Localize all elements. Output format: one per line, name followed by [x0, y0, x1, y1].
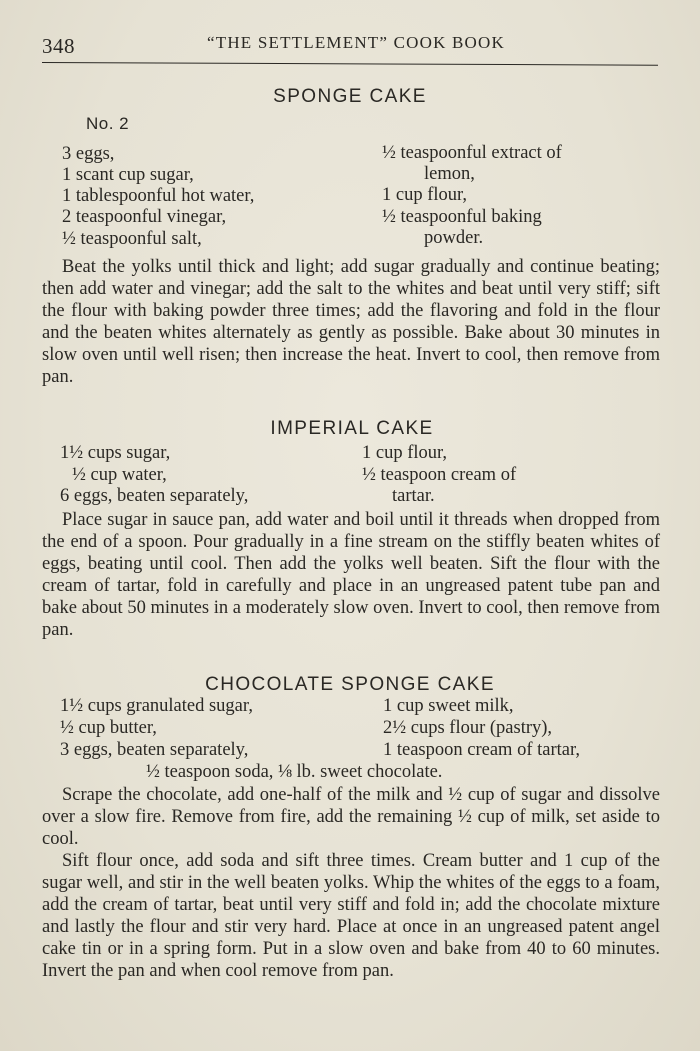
recipe-method: Place sugar in sauce pan, add water and boil until it threads when dropped from the end of a spoon. Pour gradually in a fine stream on the stiffly beaten whites of eggs, beating until cool. Then add the yolks well beaten. Sift the flour with the cream of tartar, fold in carefully and place in an ungreased patent tube pan and bake about 50 minutes in a moderately slow oven. Invert to cool, then remove from pan.: [42, 510, 660, 640]
ingredient: ½ cup butter,: [60, 718, 157, 738]
recipe-title-chocolate-sponge-cake: CHOCOLATE SPONGE CAKE: [205, 674, 495, 695]
ingredient: 1 teaspoon cream of tartar,: [383, 740, 581, 760]
page-header: [42, 30, 657, 58]
ingredient: 1½ cups granulated sugar,: [60, 696, 253, 716]
ingredient: tartar.: [392, 486, 435, 506]
ingredient: ½ cup water,: [72, 465, 167, 485]
page-number: 348: [42, 34, 75, 58]
ingredient: 1 tablespoonful hot water,: [62, 186, 255, 206]
ingredient: 3 eggs,: [62, 144, 115, 164]
ingredient: 1 cup sweet milk,: [383, 696, 514, 716]
ingredient: 1½ cups sugar,: [60, 443, 171, 463]
running-head: “THE SETTLEMENT” COOK BOOK: [207, 33, 505, 52]
recipe-title-sponge-cake: SPONGE CAKE: [273, 86, 427, 107]
ingredient: ½ teaspoonful salt,: [62, 229, 202, 249]
header-rule: [42, 62, 658, 66]
recipe-title-imperial-cake: IMPERIAL CAKE: [270, 418, 434, 439]
ingredient: powder.: [424, 228, 484, 248]
recipe-method: Beat the yolks until thick and light; add sugar gradually and continue beating; then add water and vinegar; add the salt to the whites and beat until very stiff; sift the flour with baking powder three times; add the flavoring and fold in the flour and the beaten whites alternately as gently as possible. Bake about 30 minutes in slow oven until well risen; then increase the heat. Invert to cool, then remove from pan.: [42, 257, 660, 387]
ingredient: 2 teaspoonful vinegar,: [62, 207, 227, 227]
ingredient: 2½ cups flour (pastry),: [383, 718, 553, 738]
ingredient: 1 cup flour,: [362, 443, 448, 463]
recipe-method: Scrape the chocolate, add one-half of the milk and ½ cup of sugar and dissolve over a slow fire. Remove from fire, add the remaining ½ cup of milk, set aside to cool.: [42, 785, 660, 849]
ingredient: 3 eggs, beaten separately,: [60, 740, 249, 760]
ingredient: ½ teaspoon cream of: [362, 465, 517, 485]
ingredient: 1 cup flour,: [382, 185, 468, 205]
ingredient: ½ teaspoonful baking: [382, 207, 542, 227]
ingredient: ½ teaspoon soda, ⅛ lb. sweet chocolate.: [146, 762, 443, 782]
recipe-subtitle: No. 2: [86, 114, 130, 133]
ingredient: lemon,: [424, 164, 475, 184]
recipe-method: Sift flour once, add soda and sift three times. Cream butter and 1 cup of the sugar well, and stir in the well beaten yolks. Whip the whites of the eggs to a foam, add the cream of tartar, beat until very stiff and fold in; add the chocolate mixture and lastly the flour and stir very hard. Place at once in an ungreased patent angel cake tin or in a spring form. Put in a slow oven and bake from 40 to 60 minutes. Invert the pan and when cool remove from pan.: [42, 851, 660, 981]
ingredient: 1 scant cup sugar,: [62, 165, 194, 185]
ingredient: 6 eggs, beaten separately,: [60, 486, 249, 506]
ingredient: ½ teaspoonful extract of: [382, 143, 562, 163]
